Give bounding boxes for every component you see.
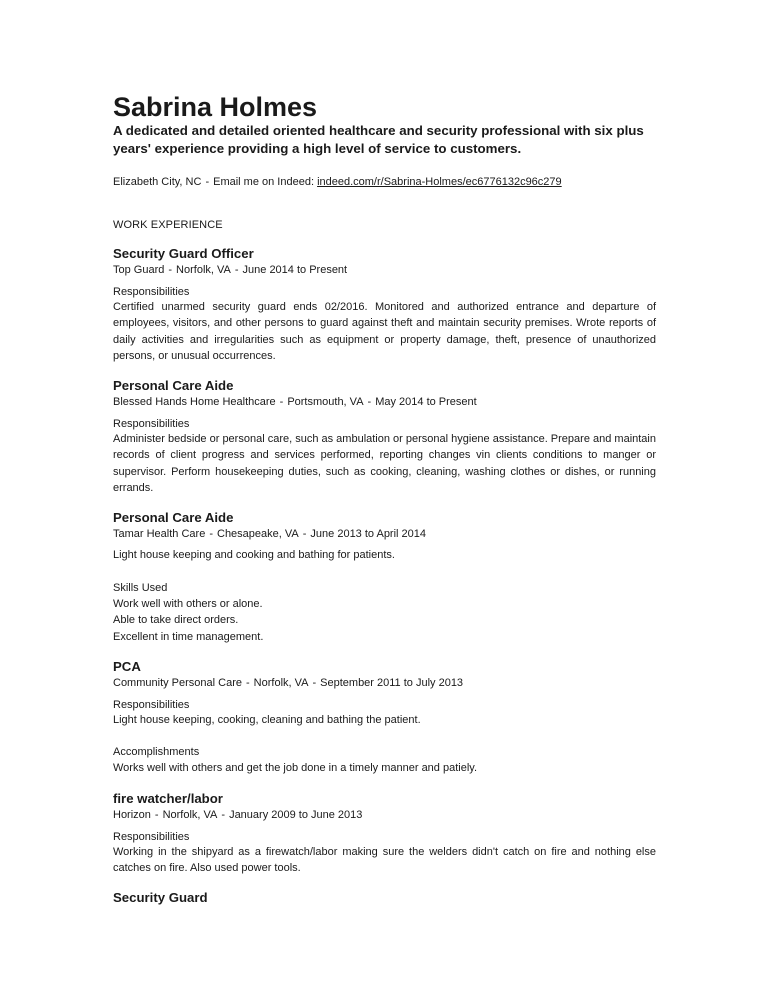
contact-line <box>113 175 656 189</box>
job-description: Light house keeping and cooking and bathing for patients. <box>113 549 395 562</box>
separator: - <box>154 808 159 821</box>
job-location: Portsmouth, VA <box>287 396 364 409</box>
separator: - <box>209 528 213 541</box>
job-company: Horizon <box>113 808 151 821</box>
job-entry <box>113 378 656 496</box>
job-location: Norfolk, VA <box>176 264 231 276</box>
candidate-name: Sabrina Holmes <box>113 92 318 122</box>
separator: - <box>168 264 173 276</box>
job-meta <box>113 808 656 822</box>
skill-item: Able to take direct orders. <box>113 614 239 627</box>
job-entry <box>113 890 656 906</box>
job-company: Tamar Health Care <box>113 528 206 541</box>
job-meta <box>113 263 656 277</box>
email-label: Email me on Indeed: <box>213 176 314 188</box>
job-title: PCA <box>113 658 141 674</box>
job-meta <box>113 676 656 690</box>
job-location: Norfolk, VA <box>253 676 309 689</box>
responsibilities-label: Responsibilities <box>113 698 190 711</box>
job-description: Administer bedside or personal care, such as ambulation or personal hygiene assistance. Prepare and maintain records of client progress and services performed, reporting changes vin clients conditions to manger or supervisor. Perform housekeeping duties, such as cooking, cleaning, washing clothes or dishes, or running errands. <box>113 433 656 495</box>
job-company: Top Guard <box>113 264 165 276</box>
job-meta <box>113 395 656 409</box>
responsibilities-label: Responsibilities <box>113 286 190 298</box>
section-title-work-experience: WORK EXPERIENCE <box>113 219 223 231</box>
job-location: Norfolk, VA <box>162 808 218 821</box>
skill-item: Excellent in time management. <box>113 630 264 643</box>
job-company: Blessed Hands Home Healthcare <box>113 396 276 409</box>
responsibilities-label: Responsibilities <box>113 830 190 843</box>
responsibilities-label: Responsibilities <box>113 418 190 431</box>
job-title: Personal Care Aide <box>113 510 234 526</box>
spacer <box>113 728 656 744</box>
skills-label: Skills Used <box>113 581 168 594</box>
job-description: Certified unarmed security guard ends 02/2016. Monitored and authorized entrance and departure of employees, visitors, and other persons to guard against theft and maintain security premises. Wrote reports of daily activities and irregularities such as equipment or property damage, theft, presence of unauthorized persons, or unusual occurrences. <box>113 301 656 362</box>
accomplishments-text: Works well with others and get the job done in a timely manner and patiely. <box>113 762 478 775</box>
job-entry <box>113 246 656 364</box>
job-dates: May 2014 to Present <box>375 396 477 409</box>
job-dates: June 2013 to April 2014 <box>310 528 427 541</box>
job-entry <box>113 510 656 644</box>
separator: - <box>234 264 239 276</box>
separator: - <box>279 396 284 409</box>
separator: - <box>367 396 372 409</box>
job-title: Security Guard Officer <box>113 246 254 261</box>
job-title: Security Guard <box>113 890 208 906</box>
separator: - <box>302 528 307 541</box>
job-entry <box>113 659 656 777</box>
job-title: fire watcher/labor <box>113 790 223 806</box>
job-dates: January 2009 to June 2013 <box>229 808 363 821</box>
job-dates: June 2014 to Present <box>242 264 348 276</box>
separator: - <box>205 176 210 188</box>
headline: A dedicated and detailed oriented healthcare and security professional with six plus years' experience providing a high level of service to customers. <box>113 123 644 156</box>
spacer <box>113 564 656 580</box>
job-title: Personal Care Aide <box>113 378 234 394</box>
job-company: Community Personal Care <box>113 676 242 689</box>
accomplishments-label: Accomplishments <box>113 746 200 759</box>
job-entry <box>113 791 656 877</box>
job-dates: September 2011 to July 2013 <box>320 676 464 689</box>
separator: - <box>246 676 250 689</box>
resume-content <box>113 92 656 906</box>
indeed-profile-link[interactable]: indeed.com/r/Sabrina-Holmes/ec6776132c96c279 <box>317 176 562 188</box>
job-description: Working in the shipyard as a firewatch/labor making sure the welders didn't catch on fire and nothing else catches on fire. Also used power tools. <box>113 845 656 875</box>
skill-item: Work well with others or alone. <box>113 597 263 610</box>
job-meta <box>113 527 656 541</box>
job-description: Light house keeping, cooking, cleaning and bathing the patient. <box>113 713 421 726</box>
separator: - <box>312 676 317 689</box>
job-location: Chesapeake, VA <box>217 528 299 541</box>
separator: - <box>221 808 226 821</box>
location: Elizabeth City, NC <box>113 176 202 188</box>
